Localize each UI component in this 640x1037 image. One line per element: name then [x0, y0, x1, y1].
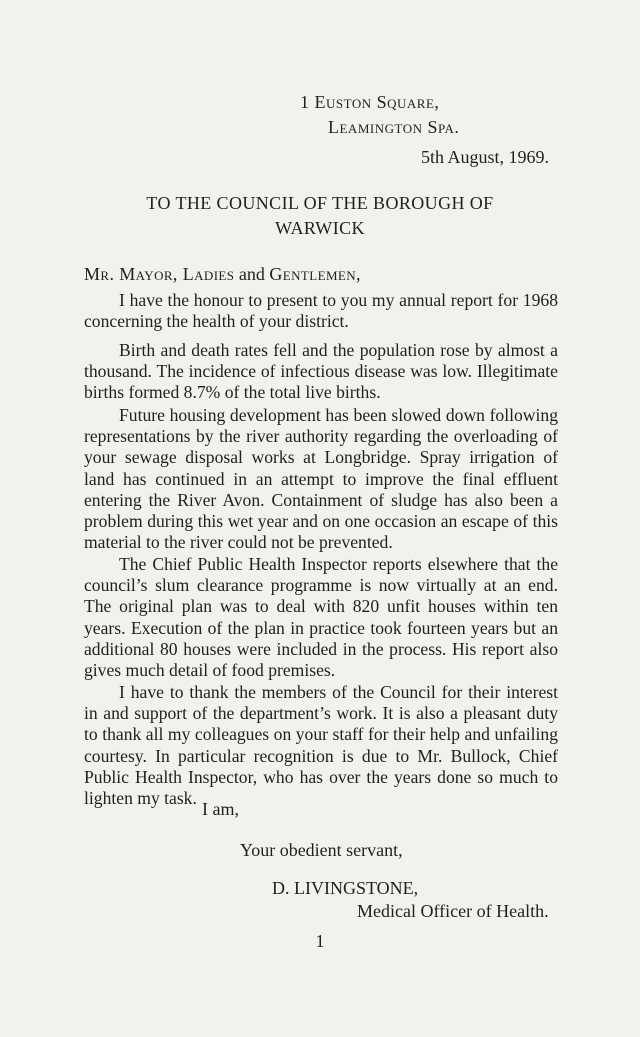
title-line-1: TO THE COUNCIL OF THE BOROUGH OF — [146, 193, 494, 213]
signer-name: D. LIVINGSTONE, — [272, 878, 419, 898]
paragraph-5: I have to thank the members of the Council for their interest in and support of the department’s work. It is also a pleasant duty to thank all my colleagues on your staff for their help and unfailing courtesy. In particular recognition is due to Mr. Bullock, Chief Public Health Inspector, who has over the years done so much to lighten my task. — [84, 682, 558, 809]
title-line-2: WARWICK — [275, 218, 365, 238]
closing-servant: Your obedient servant, — [240, 840, 403, 860]
paragraph-4: The Chief Public Health Inspector reports elsewhere that the council’s slum clearance programme is now virtually at an end. The original plan was to deal with 820 unfit houses within ten years. Execution of the plan in practice took fourteen years but an additional 80 houses were included in the process. His report also gives much detail of food premises. — [84, 554, 558, 681]
address-line-1: 1 Euston Square, — [300, 92, 440, 112]
paragraph-1: I have the honour to present to you my annual report for 1968 concerning the health of your district. — [84, 290, 558, 332]
salutation — [84, 262, 361, 286]
paragraph-2: Birth and death rates fell and the population rose by almost a thousand. The incidence of infectious disease was low. Illegitimate births formed 8.7% of the total live births. — [84, 340, 558, 403]
salutation-part-1: Mr. Mayor, Ladies — [84, 264, 235, 284]
letter-date: 5th August, 1969. — [421, 147, 550, 167]
salutation-and: and — [234, 264, 270, 284]
salutation-part-2: Gentlemen, — [269, 264, 361, 284]
signer-title: Medical Officer of Health. — [357, 901, 549, 921]
paragraph-3: Future housing development has been slowed down following representations by the river authority regarding the overloading of your sewage disposal works at Longbridge. Spray irrigation of land has continued in an attempt to improve the final effluent entering the River Avon. Containment of sludge has also been a problem during this wet year and on one occasion an escape of this material to the river could not be prevented. — [84, 405, 558, 553]
closing-i-am: I am, — [202, 799, 239, 819]
address-line-2: Leamington Spa. — [328, 117, 460, 137]
page-number: 1 — [315, 931, 325, 951]
